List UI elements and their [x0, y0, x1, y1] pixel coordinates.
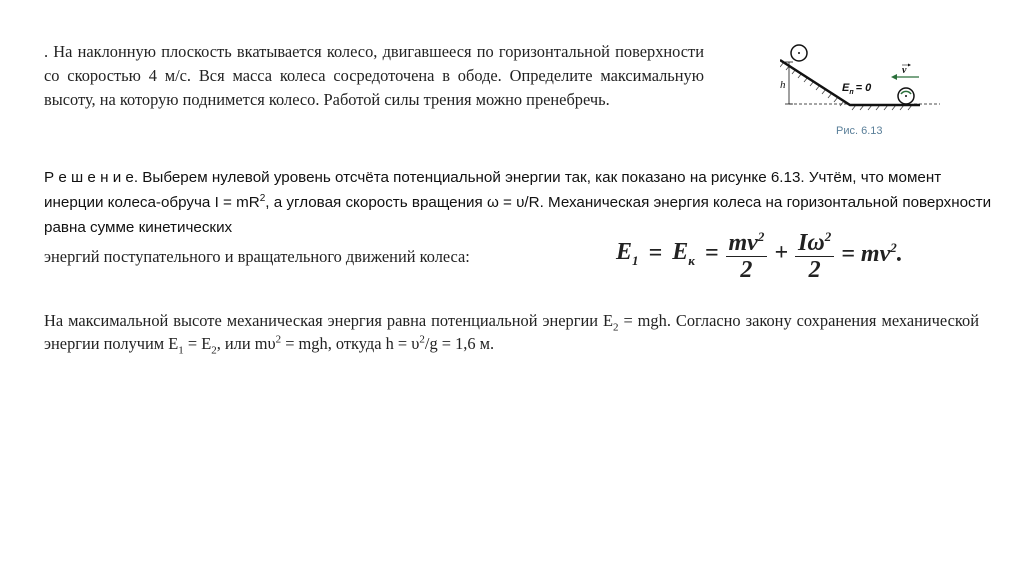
conclusion-text: На максимальной высоте механическая энергия равна потенциальной энергии $E_2$ = mgh. Согласно закону сохранения механической энергии получим $E_1 = E_2$, или $m\upsilon^2$ = mgh, откуда $h = \upsilon^2/g = 1,6$ м.: [44, 311, 979, 357]
solution-text: Р е ш е н и е. Выберем нулевой уровень отсчёта потенциальной энергии так, как показано на рисунке 6.13. Учтём, что момент инерции колеса-обруча $I = mR^2$, а угловая скорость вращения ω = υ/R. Механическая энергия колеса на горизонтальной поверхности равна сумме кинетических: [44, 169, 992, 236]
energy-label: $E_п = 0$: [842, 82, 872, 96]
velocity-label: v: [902, 65, 907, 76]
figure-caption: Рис. 6.13: [836, 125, 883, 137]
energy-formula: $E_1 = E_к$ = $\frac{mv^2}{2}$ + $\frac{I\omega^2}{2}$ = $mv^2$.: [616, 224, 908, 283]
problem-statement: . На наклонную плоскость вкатывается колесо, двигавшееся по горизонтальной поверхности со скоростью 4 м/с. Вся масса колеса сосредоточена в ободе. Определите максимальную высоту, на которую поднимется колесо. Работой силы трения можно пренебречь.: [44, 42, 704, 109]
fraction-rotational: $\frac{I\omega^2}{2}$: [795, 224, 834, 283]
height-label: h: [780, 79, 786, 91]
fraction-kinetic: $\frac{mv^2}{2}$: [726, 224, 768, 283]
energy-sum-line: энергий поступательного и вращательного движений колеса:: [44, 247, 470, 266]
incline-hatching: [780, 62, 844, 106]
